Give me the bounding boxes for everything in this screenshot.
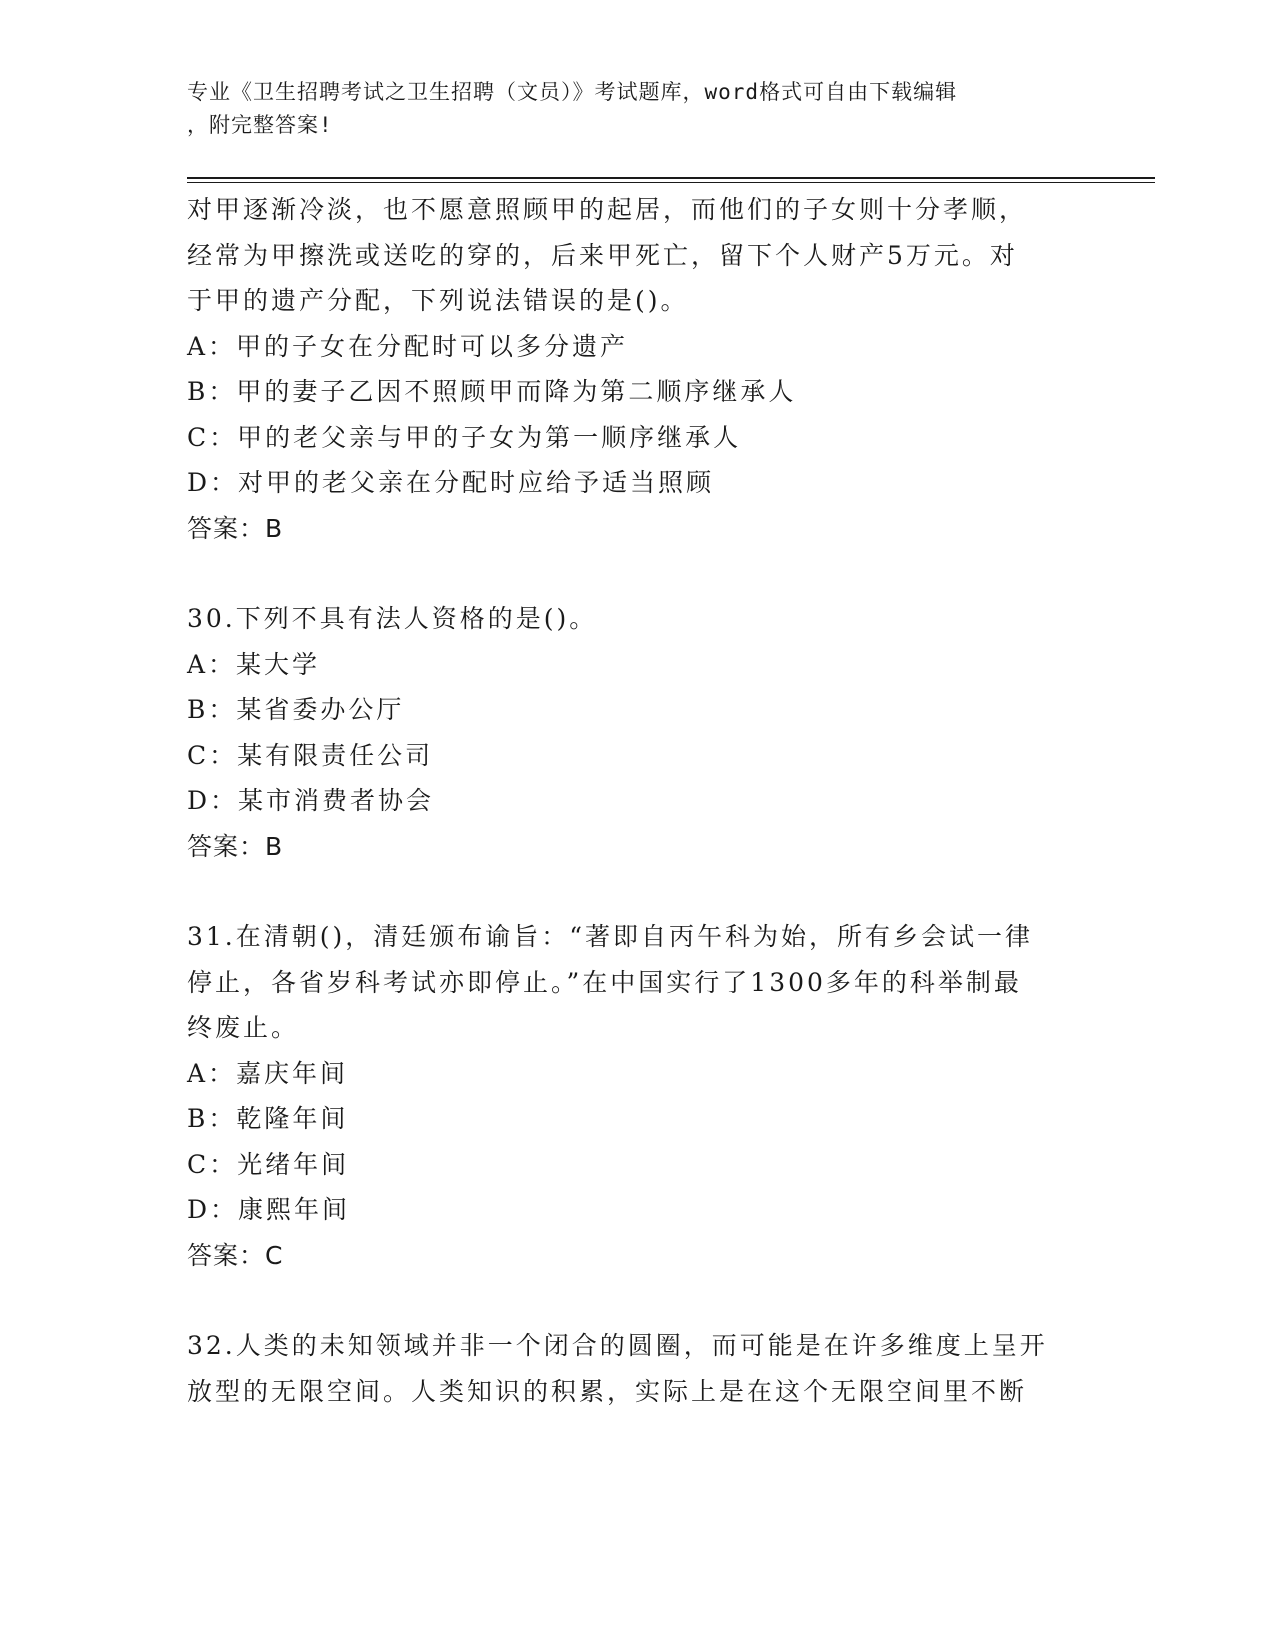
option-d: D：康熙年间 [187, 1195, 351, 1224]
answer-line: 答案：C [187, 1240, 284, 1270]
option-b: B：某省委办公厅 [187, 695, 405, 724]
question-text-line: 30.下列不具有法人资格的是()。 [187, 604, 598, 633]
question-text-line: 放型的无限空间。人类知识的积累，实际上是在这个无限空间里不断 [187, 1376, 1028, 1406]
question-text-line: 31.在清朝()，清廷颁布谕旨：“著即自丙午科为始，所有乡会试一律 [187, 922, 1034, 951]
option-c: C：甲的老父亲与甲的子女为第一顺序继承人 [187, 422, 742, 452]
header-divider-thick [187, 177, 1155, 179]
question-text-line: 于甲的遗产分配，下列说法错误的是()。 [187, 286, 689, 315]
option-c: C：某有限责任公司 [187, 740, 434, 770]
question-30 [187, 596, 1087, 869]
document-header [187, 76, 1067, 142]
header-title-continuation: ，附完整答案! [187, 113, 333, 137]
question-29 [187, 187, 1087, 551]
question-list [187, 187, 1087, 1414]
option-a: A：甲的子女在分配时可以多分遗产 [187, 331, 629, 361]
option-a: A：某大学 [187, 649, 321, 679]
question-text-line: 终废止。 [187, 1013, 300, 1042]
question-text-line: 经常为甲擦洗或送吃的穿的，后来甲死亡，留下个人财产5万元。对 [187, 240, 1018, 270]
option-c: C：光绪年间 [187, 1149, 350, 1179]
option-d: D：对甲的老父亲在分配时应给予适当照顾 [187, 468, 715, 497]
question-text-line: 停止，各省岁科考试亦即停止。”在中国实行了1300多年的科举制最 [187, 967, 1022, 997]
question-text-line: 32.人类的未知领域并非一个闭合的圆圈，而可能是在许多维度上呈开 [187, 1331, 1048, 1360]
answer-line: 答案：B [187, 513, 284, 543]
answer-line: 答案：B [187, 831, 284, 861]
option-a: A：嘉庆年间 [187, 1058, 349, 1088]
header-divider-thin [187, 182, 1155, 183]
option-b: B：乾隆年间 [187, 1104, 349, 1133]
option-b: B：甲的妻子乙因不照顾甲而降为第二顺序继承人 [187, 377, 797, 406]
question-32 [187, 1323, 1087, 1414]
question-31 [187, 914, 1087, 1278]
option-d: D：某市消费者协会 [187, 786, 435, 815]
header-title-line: 专业《卫生招聘考试之卫生招聘（文员）》考试题库，word格式可自由下载编辑 [187, 80, 958, 104]
question-text-line: 对甲逐渐冷淡，也不愿意照顾甲的起居，而他们的子女则十分孝顺， [187, 195, 1028, 224]
